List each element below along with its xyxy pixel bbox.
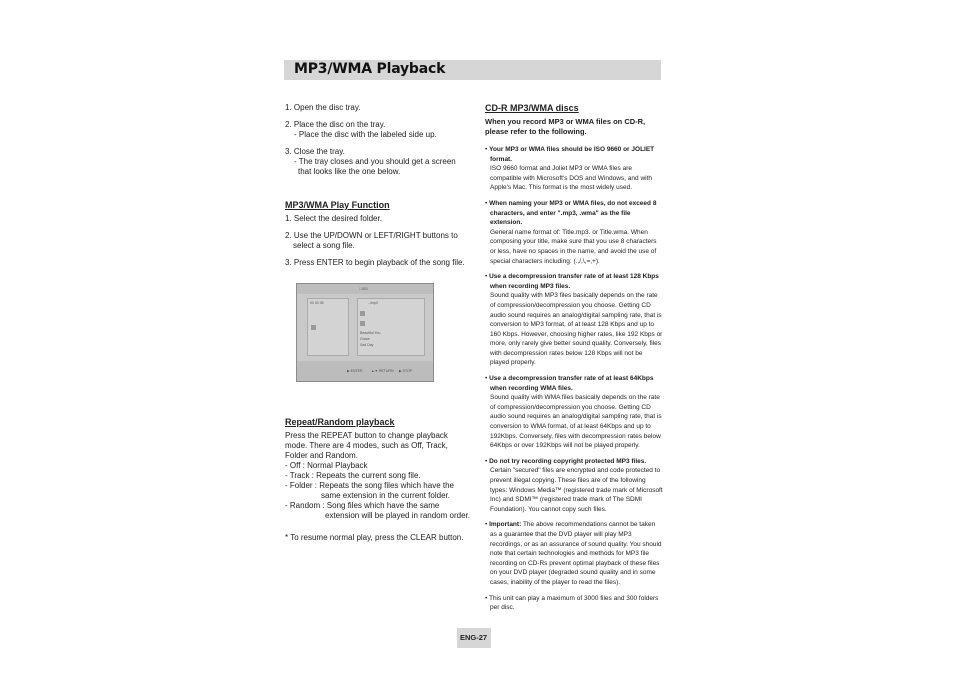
cdr-bullet-7: • This unit can play a maximum of 3000 files and 300 folders per disc. xyxy=(485,594,659,612)
page-title: MP3/WMA Playback xyxy=(294,61,446,77)
cdr-bullet-5: • Do not try recording copyright protected MP3 files. Certain "secured" files are encrypted and code protected to prevent illegal copying. These files are of the following types: Windows Media™ (registered trade mark of Microsoft Inc) and SDMI™ (registered trade mark of The SDMI Foundation). You cannot copy such files. xyxy=(485,457,663,513)
repeat-mode-folder: - Folder : Repeats the song files which have the same extension in the current folder. xyxy=(285,481,454,500)
cdr-bullet-4: • Use a decompression transfer rate of at least 64Kbps when recording WMA files. Sound quality with WMA files basically depends on the rate of compression/decompression you choose. Getting CD audio sound requires an analog/digital sampling rate, that is conversion to WMA format, of at least 64Kbps and up to 192Kbps. Conversely, files with decompression rates below 64Kbps or over 192Kbps will not be played properly. xyxy=(485,375,662,450)
folder-icon xyxy=(360,311,365,316)
page-number-box xyxy=(457,628,491,648)
repeat-intro: Press the REPEAT button to change playback mode. There are 4 modes, such as Off, Track, Folder and Random. xyxy=(285,431,448,460)
repeat-mode-random: - Random : Song files which have the same extension will be played in random order. xyxy=(285,501,470,520)
screen-left-pane: 00 00 05 xyxy=(307,298,349,356)
file-item: Beautiful You xyxy=(360,331,381,335)
page-number: ENG-27 xyxy=(460,633,488,642)
cdr-intro: When you record MP3 or WMA files on CD-R, please refer to the following. xyxy=(485,117,646,136)
repeat-mode-track: - Track : Repeats the current song file. xyxy=(285,471,421,480)
intro-step-2: 2. Place the disc on the tray. - Place the disc with the labeled side up. xyxy=(285,120,437,139)
file-item: Grace xyxy=(360,337,370,341)
repeat-note: * To resume normal play, press the CLEAR button. xyxy=(285,533,464,542)
mp3-menu-screen-image xyxy=(296,283,434,382)
screen-bottom-bar: ▶ ENTER ▲▼ RETURN ▶ STOP xyxy=(297,361,433,381)
cdr-bullet-2: • When naming your MP3 or WMA files, do not exceed 8 characters, and enter ".mp3, .wma" as the file extension. General name format of: Title.mp3. or Title.wma. When composing your title, make sure that you use 8 characters or less, have no spaces in the name, and avoid the use of special characters including: (.,/,\,=,+). xyxy=(485,199,657,265)
cdr-bullet-6: • Important: The above recommendations cannot be taken as a guarantee that the DVD player will play MP3 recordings, or as an assurance of sound quality. You should note that certain technologies and methods for MP3 file recording on CD-Rs prevent optimal playback of these files on your DVD player (degraded sound quality and in some cases, inability of the player to read the files). xyxy=(485,521,662,586)
intro-step-1: 1. Open the disc tray. xyxy=(285,103,361,112)
screen-top-bar: □ 001 xyxy=(297,284,433,294)
file-item: Sad Day xyxy=(360,343,374,347)
cdr-bullet-1: • Your MP3 or WMA files should be ISO 9660 or JOLIET format. ISO 9660 format and Joliet MP3 or WMA files are compatible with Microsoft's DOS and Windows, and with Apple's Mac. This format is the most widely used. xyxy=(485,146,655,192)
header-bar xyxy=(284,60,661,80)
play-function-heading: MP3/WMA Play Function xyxy=(285,200,390,210)
play-step-3: 3. Press ENTER to begin playback of the song file. xyxy=(285,258,465,267)
cdr-heading: CD-R MP3/WMA discs xyxy=(485,103,579,113)
right-column xyxy=(485,103,663,619)
play-step-1: 1. Select the desired folder. xyxy=(285,214,382,223)
folder-icon xyxy=(360,321,365,326)
screen-right-pane: ..\mp3 Beautiful You Grace Sad Day xyxy=(357,298,425,356)
intro-step-3: 3. Close the tray. - The tray closes and you should get a screen that looks like the one below. xyxy=(285,147,456,176)
cdr-bullet-3: • Use a decompression transfer rate of at least 128 Kbps when recording MP3 files. Sound quality with MP3 files basically depends on the rate of compression/decompression you choose. Getting CD audio sound requires an analog/digital sampling rate, that is conversion to MP3 format, of at least 128 Kbps and up to 160 Kbps. However, choosing higher rates, like 192 Kbps or more, only rarely give better sound quality. Conversely, files with decompression rates below 128 Kbps will not be played properly. xyxy=(485,273,663,367)
play-step-2: 2. Use the UP/DOWN or LEFT/RIGHT buttons to select a song file. xyxy=(285,231,458,250)
repeat-heading: Repeat/Random playback xyxy=(285,417,395,427)
folder-icon xyxy=(311,325,316,330)
repeat-mode-off: - Off : Normal Playback xyxy=(285,461,368,470)
